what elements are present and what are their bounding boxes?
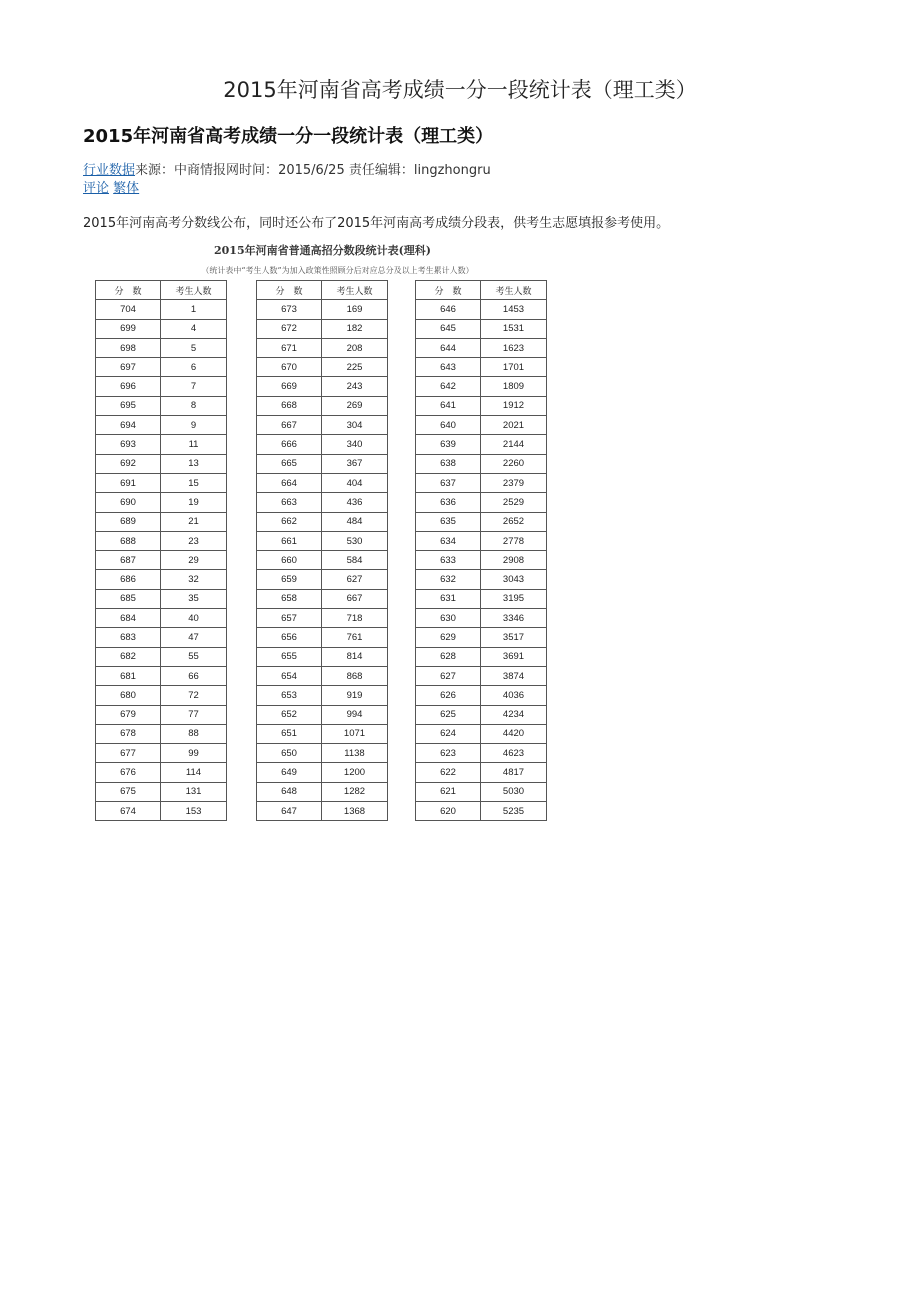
count-cell: 761	[322, 628, 388, 647]
editor-label: 责任编辑：	[344, 163, 414, 178]
score-cell: 646	[416, 300, 481, 319]
table-row	[257, 454, 388, 473]
count-cell: 2529	[481, 493, 547, 512]
score-table-3	[415, 280, 547, 821]
count-cell: 40	[161, 609, 227, 628]
score-cell: 665	[257, 454, 322, 473]
score-cell: 623	[416, 744, 481, 763]
score-cell: 637	[416, 473, 481, 492]
table-row	[96, 473, 227, 492]
table-row	[96, 454, 227, 473]
score-cell: 650	[257, 744, 322, 763]
score-cell: 629	[416, 628, 481, 647]
score-cell: 674	[96, 802, 161, 821]
count-cell: 1701	[481, 358, 547, 377]
count-cell: 1200	[322, 763, 388, 782]
count-cell: 29	[161, 551, 227, 570]
table-row	[96, 628, 227, 647]
table-row	[257, 473, 388, 492]
table-row	[257, 724, 388, 743]
score-cell: 686	[96, 570, 161, 589]
score-table-2	[256, 280, 388, 821]
count-cell: 530	[322, 531, 388, 550]
table-row	[96, 763, 227, 782]
score-tables	[95, 280, 550, 825]
score-cell: 655	[257, 647, 322, 666]
count-cell: 2260	[481, 454, 547, 473]
count-cell: 4234	[481, 705, 547, 724]
table-header-row	[416, 281, 547, 300]
count-cell: 2021	[481, 416, 547, 435]
header-count: 考生人数	[161, 281, 227, 300]
score-cell: 658	[257, 589, 322, 608]
count-cell: 19	[161, 493, 227, 512]
table-row	[416, 531, 547, 550]
score-cell: 641	[416, 396, 481, 415]
table-row	[257, 744, 388, 763]
source-name: 中商情报网	[174, 163, 240, 178]
count-cell: 3517	[481, 628, 547, 647]
count-cell: 2144	[481, 435, 547, 454]
source-label: 来源：	[135, 163, 175, 178]
table-row	[96, 416, 227, 435]
count-cell: 114	[161, 763, 227, 782]
table-row	[96, 802, 227, 821]
table-row	[257, 570, 388, 589]
count-cell: 2652	[481, 512, 547, 531]
table-row	[96, 705, 227, 724]
score-cell: 645	[416, 319, 481, 338]
count-cell: 13	[161, 454, 227, 473]
score-cell: 704	[96, 300, 161, 319]
table-row	[96, 358, 227, 377]
table-row	[257, 319, 388, 338]
count-cell: 88	[161, 724, 227, 743]
table-row	[416, 435, 547, 454]
count-cell: 243	[322, 377, 388, 396]
count-cell: 3195	[481, 589, 547, 608]
score-cell: 625	[416, 705, 481, 724]
table-row	[257, 609, 388, 628]
table-row	[416, 666, 547, 685]
count-cell: 436	[322, 493, 388, 512]
count-cell: 919	[322, 686, 388, 705]
figure-title: 2015年河南省普通高招分数段统计表(理科)	[213, 244, 432, 257]
score-cell: 676	[96, 763, 161, 782]
score-cell: 673	[257, 300, 322, 319]
count-cell: 4036	[481, 686, 547, 705]
score-cell: 651	[257, 724, 322, 743]
count-cell: 2908	[481, 551, 547, 570]
count-cell: 1	[161, 300, 227, 319]
figure-note: （统计表中“考生人数”为加入政策性照顾分后对应总分及以上考生累计人数）	[201, 266, 474, 275]
score-cell: 679	[96, 705, 161, 724]
count-cell: 32	[161, 570, 227, 589]
table-header-row	[96, 281, 227, 300]
table-row	[257, 377, 388, 396]
score-cell: 642	[416, 377, 481, 396]
count-cell: 340	[322, 435, 388, 454]
editor-name: lingzhongru	[413, 163, 491, 178]
count-cell: 1282	[322, 782, 388, 801]
score-cell: 678	[96, 724, 161, 743]
table-row	[416, 647, 547, 666]
intro-paragraph: 2015年河南高考分数线公布，同时还公布了2015年河南高考成绩分段表，供考生志愿填报参考使用。	[83, 216, 670, 231]
table-row	[96, 666, 227, 685]
header-count: 考生人数	[481, 281, 547, 300]
score-distribution-figure	[95, 240, 550, 825]
comment-link[interactable]: 评论	[83, 181, 110, 196]
count-cell: 484	[322, 512, 388, 531]
count-cell: 21	[161, 512, 227, 531]
score-cell: 683	[96, 628, 161, 647]
table-row	[96, 512, 227, 531]
score-cell: 685	[96, 589, 161, 608]
score-cell: 696	[96, 377, 161, 396]
document-title: 2015年河南省高考成绩一分一段统计表（理工类）	[223, 78, 697, 102]
score-cell: 662	[257, 512, 322, 531]
score-cell: 671	[257, 338, 322, 357]
count-cell: 4817	[481, 763, 547, 782]
count-cell: 1368	[322, 802, 388, 821]
score-cell: 638	[416, 454, 481, 473]
score-cell: 690	[96, 493, 161, 512]
count-cell: 584	[322, 551, 388, 570]
score-cell: 663	[257, 493, 322, 512]
score-cell: 640	[416, 416, 481, 435]
count-cell: 814	[322, 647, 388, 666]
score-cell: 692	[96, 454, 161, 473]
count-cell: 1809	[481, 377, 547, 396]
count-cell: 994	[322, 705, 388, 724]
score-cell: 633	[416, 551, 481, 570]
score-cell: 669	[257, 377, 322, 396]
table-row	[416, 319, 547, 338]
table-row	[257, 666, 388, 685]
score-cell: 688	[96, 531, 161, 550]
table-row	[257, 686, 388, 705]
table-row	[416, 473, 547, 492]
table-row	[416, 493, 547, 512]
score-cell: 672	[257, 319, 322, 338]
score-cell: 656	[257, 628, 322, 647]
count-cell: 3043	[481, 570, 547, 589]
table-row	[257, 782, 388, 801]
table-row	[416, 551, 547, 570]
count-cell: 4623	[481, 744, 547, 763]
score-cell: 635	[416, 512, 481, 531]
table-row	[96, 589, 227, 608]
count-cell: 1071	[322, 724, 388, 743]
header-count: 考生人数	[322, 281, 388, 300]
table-row	[96, 338, 227, 357]
count-cell: 7	[161, 377, 227, 396]
score-cell: 667	[257, 416, 322, 435]
count-cell: 66	[161, 666, 227, 685]
score-cell: 620	[416, 802, 481, 821]
table-row	[257, 705, 388, 724]
score-cell: 687	[96, 551, 161, 570]
header-score: 分 数	[96, 281, 161, 300]
table-row	[96, 686, 227, 705]
count-cell: 153	[161, 802, 227, 821]
count-cell: 5030	[481, 782, 547, 801]
table-row	[416, 686, 547, 705]
score-cell: 664	[257, 473, 322, 492]
table-row	[416, 416, 547, 435]
score-cell: 697	[96, 358, 161, 377]
table-row	[257, 802, 388, 821]
score-cell: 630	[416, 609, 481, 628]
score-cell: 677	[96, 744, 161, 763]
table-row	[416, 377, 547, 396]
score-cell: 652	[257, 705, 322, 724]
table-row	[257, 512, 388, 531]
table-row	[96, 647, 227, 666]
score-cell: 661	[257, 531, 322, 550]
table-row	[416, 705, 547, 724]
count-cell: 4420	[481, 724, 547, 743]
count-cell: 367	[322, 454, 388, 473]
table-row	[416, 338, 547, 357]
score-cell: 694	[96, 416, 161, 435]
table-row	[257, 416, 388, 435]
table-row	[416, 570, 547, 589]
score-cell: 675	[96, 782, 161, 801]
table-row	[257, 551, 388, 570]
table-row	[257, 647, 388, 666]
count-cell: 304	[322, 416, 388, 435]
table-row	[416, 300, 547, 319]
score-cell: 636	[416, 493, 481, 512]
table-row	[96, 744, 227, 763]
score-cell: 682	[96, 647, 161, 666]
table-row	[416, 396, 547, 415]
count-cell: 47	[161, 628, 227, 647]
count-cell: 2778	[481, 531, 547, 550]
category-link[interactable]: 行业数据	[83, 163, 136, 178]
table-row	[96, 551, 227, 570]
table-row	[416, 744, 547, 763]
table-row	[96, 377, 227, 396]
count-cell: 225	[322, 358, 388, 377]
count-cell: 3691	[481, 647, 547, 666]
count-cell: 5	[161, 338, 227, 357]
score-cell: 680	[96, 686, 161, 705]
count-cell: 11	[161, 435, 227, 454]
table-row	[257, 338, 388, 357]
count-cell: 718	[322, 609, 388, 628]
table-row	[416, 763, 547, 782]
count-cell: 3874	[481, 666, 547, 685]
count-cell: 182	[322, 319, 388, 338]
table-row	[96, 570, 227, 589]
count-cell: 1531	[481, 319, 547, 338]
score-cell: 670	[257, 358, 322, 377]
score-cell: 653	[257, 686, 322, 705]
count-cell: 77	[161, 705, 227, 724]
table-row	[416, 724, 547, 743]
count-cell: 627	[322, 570, 388, 589]
count-cell: 269	[322, 396, 388, 415]
table-row	[257, 531, 388, 550]
score-cell: 684	[96, 609, 161, 628]
count-cell: 23	[161, 531, 227, 550]
table-row	[96, 396, 227, 415]
score-cell: 643	[416, 358, 481, 377]
count-cell: 35	[161, 589, 227, 608]
table-row	[96, 319, 227, 338]
count-cell: 868	[322, 666, 388, 685]
count-cell: 5235	[481, 802, 547, 821]
score-cell: 627	[416, 666, 481, 685]
table-row	[96, 609, 227, 628]
table-row	[416, 782, 547, 801]
count-cell: 667	[322, 589, 388, 608]
count-cell: 1912	[481, 396, 547, 415]
count-cell: 4	[161, 319, 227, 338]
score-cell: 699	[96, 319, 161, 338]
table-row	[416, 609, 547, 628]
score-cell: 659	[257, 570, 322, 589]
score-cell: 649	[257, 763, 322, 782]
table-header-row	[257, 281, 388, 300]
table-row	[257, 589, 388, 608]
count-cell: 55	[161, 647, 227, 666]
count-cell: 404	[322, 473, 388, 492]
count-cell: 2379	[481, 473, 547, 492]
score-cell: 632	[416, 570, 481, 589]
count-cell: 99	[161, 744, 227, 763]
count-cell: 208	[322, 338, 388, 357]
meta-line-2	[83, 180, 491, 198]
score-cell: 647	[257, 802, 322, 821]
traditional-chinese-link[interactable]: 繁体	[113, 181, 140, 196]
article-meta	[83, 162, 491, 198]
score-cell: 654	[257, 666, 322, 685]
count-cell: 3346	[481, 609, 547, 628]
table-row	[257, 763, 388, 782]
meta-line-1	[83, 162, 491, 180]
table-row	[416, 802, 547, 821]
score-cell: 622	[416, 763, 481, 782]
score-cell: 639	[416, 435, 481, 454]
score-cell: 691	[96, 473, 161, 492]
score-cell: 657	[257, 609, 322, 628]
count-cell: 131	[161, 782, 227, 801]
table-row	[257, 435, 388, 454]
publish-date: 2015/6/25	[278, 163, 345, 178]
score-cell: 668	[257, 396, 322, 415]
count-cell: 1453	[481, 300, 547, 319]
count-cell: 9	[161, 416, 227, 435]
score-cell: 628	[416, 647, 481, 666]
count-cell: 6	[161, 358, 227, 377]
header-score: 分 数	[257, 281, 322, 300]
header-score: 分 数	[416, 281, 481, 300]
score-cell: 689	[96, 512, 161, 531]
count-cell: 1623	[481, 338, 547, 357]
count-cell: 8	[161, 396, 227, 415]
table-row	[96, 435, 227, 454]
table-row	[416, 589, 547, 608]
table-row	[96, 300, 227, 319]
article-title: 2015年河南省高考成绩一分一段统计表（理工类）	[83, 126, 494, 147]
score-cell: 626	[416, 686, 481, 705]
table-row	[257, 628, 388, 647]
score-cell: 621	[416, 782, 481, 801]
table-row	[416, 454, 547, 473]
count-cell: 15	[161, 473, 227, 492]
score-cell: 634	[416, 531, 481, 550]
table-row	[257, 493, 388, 512]
table-row	[416, 358, 547, 377]
count-cell: 72	[161, 686, 227, 705]
table-row	[257, 358, 388, 377]
table-row	[257, 396, 388, 415]
table-row	[96, 782, 227, 801]
score-cell: 681	[96, 666, 161, 685]
table-row	[96, 493, 227, 512]
score-cell: 648	[257, 782, 322, 801]
score-cell: 695	[96, 396, 161, 415]
score-cell: 698	[96, 338, 161, 357]
table-row	[416, 628, 547, 647]
table-row	[96, 724, 227, 743]
score-cell: 693	[96, 435, 161, 454]
count-cell: 169	[322, 300, 388, 319]
count-cell: 1138	[322, 744, 388, 763]
score-cell: 631	[416, 589, 481, 608]
score-cell: 644	[416, 338, 481, 357]
table-row	[96, 531, 227, 550]
score-cell: 660	[257, 551, 322, 570]
score-table-1	[95, 280, 227, 821]
table-row	[257, 300, 388, 319]
table-row	[416, 512, 547, 531]
time-label: 时间：	[239, 163, 279, 178]
score-cell: 666	[257, 435, 322, 454]
score-cell: 624	[416, 724, 481, 743]
